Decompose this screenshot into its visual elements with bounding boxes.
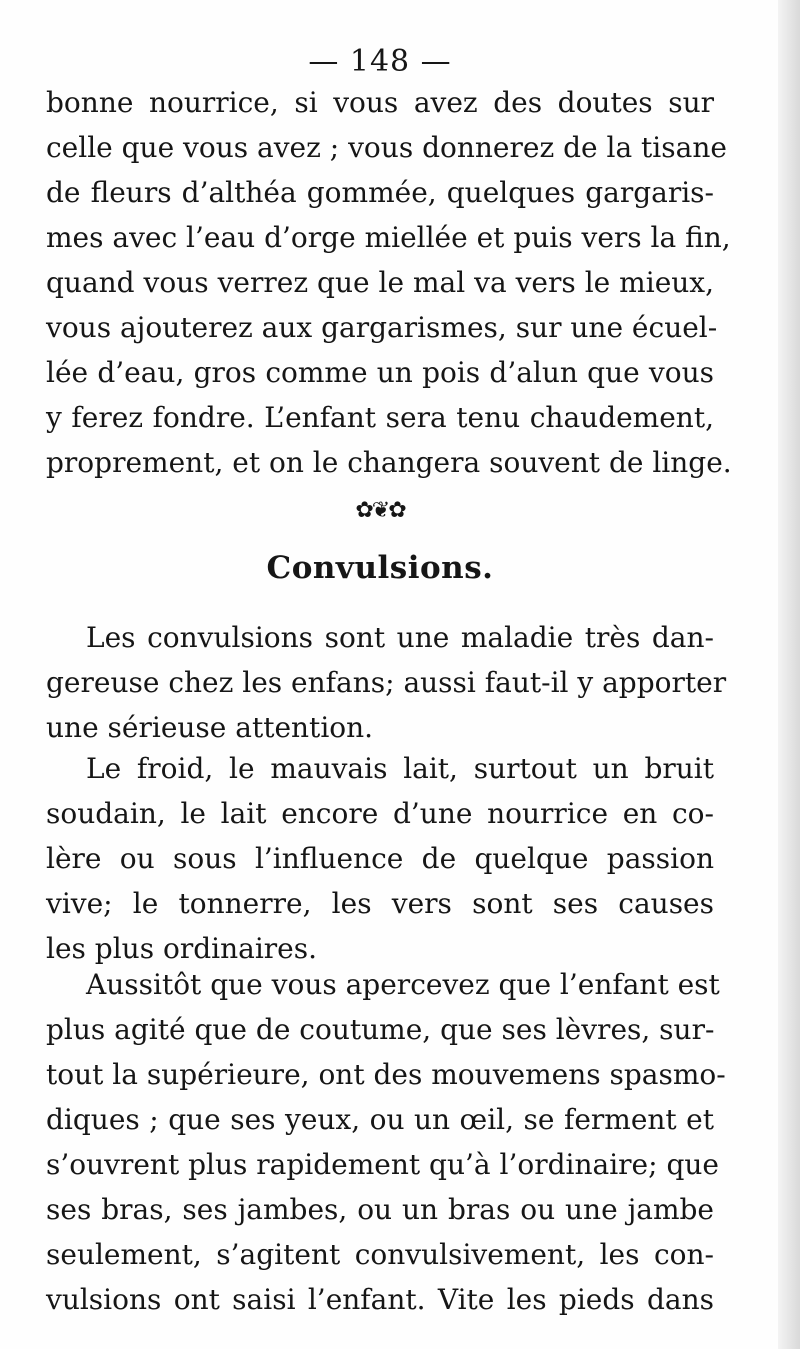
text-line: soudain, le lait encore d’une nourrice en co- — [46, 797, 714, 830]
text-line: vous ajouterez aux gargarismes, sur une écuel- — [46, 311, 718, 344]
text-line: s’ouvrent plus rapidement qu’à l’ordinaire; que — [46, 1148, 719, 1181]
text-line: les plus ordinaires. — [46, 932, 318, 965]
paragraph-2 — [46, 615, 727, 750]
text-line: plus agité que de coutume, que ses lèvres, sur- — [46, 1013, 715, 1046]
text-line: quand vous verrez que le mal va vers le mieux, — [46, 266, 714, 299]
text-line: y ferez fondre. L’enfant sera tenu chaudement, — [46, 401, 714, 434]
page-edge-shadow — [778, 0, 800, 1349]
text-line: de fleurs d’althéa gommée, quelques gargaris- — [46, 176, 714, 209]
text-line: gereuse chez les enfans; aussi faut-il y apporter — [46, 666, 727, 699]
paragraph-1 — [46, 80, 732, 485]
paragraph-3 — [46, 746, 714, 971]
text-line: Les convulsions sont une maladie très dan- — [86, 621, 714, 654]
text-line: Aussitôt que vous apercevez que l’enfant est — [86, 968, 720, 1001]
text-line: tout la supérieure, ont des mouvemens spasmo- — [46, 1058, 726, 1091]
text-line: Le froid, le mauvais lait, surtout un bruit — [86, 752, 714, 785]
text-line: une sérieuse attention. — [46, 711, 374, 744]
text-line: bonne nourrice, si vous avez des doutes sur — [46, 86, 714, 119]
text-line: ses bras, ses jambes, ou un bras ou une jambe — [46, 1193, 714, 1226]
text-line: mes avec l’eau d’orge miellée et puis vers la fin, — [46, 221, 731, 254]
page-number: — 148 — — [308, 44, 452, 79]
text-line: celle que vous avez ; vous donnerez de la tisane — [46, 131, 727, 164]
text-line: diques ; que ses yeux, ou un œil, se ferment et — [46, 1103, 714, 1136]
text-line: vulsions ont saisi l’enfant. Vite les pieds dans — [46, 1283, 714, 1316]
text-line: lère ou sous l’influence de quelque passion — [46, 842, 714, 875]
ornament-divider: ✿❦✿ — [355, 498, 405, 523]
text-line: vive; le tonnerre, les vers sont ses causes — [46, 887, 714, 920]
text-line: lée d’eau, gros comme un pois d’alun que vous — [46, 356, 714, 389]
paragraph-4 — [46, 962, 726, 1322]
text-line: proprement, et on le changera souvent de linge. — [46, 446, 732, 479]
text-line: seulement, s’agitent convulsivement, les con- — [46, 1238, 714, 1271]
section-title: Convulsions. — [266, 550, 494, 586]
